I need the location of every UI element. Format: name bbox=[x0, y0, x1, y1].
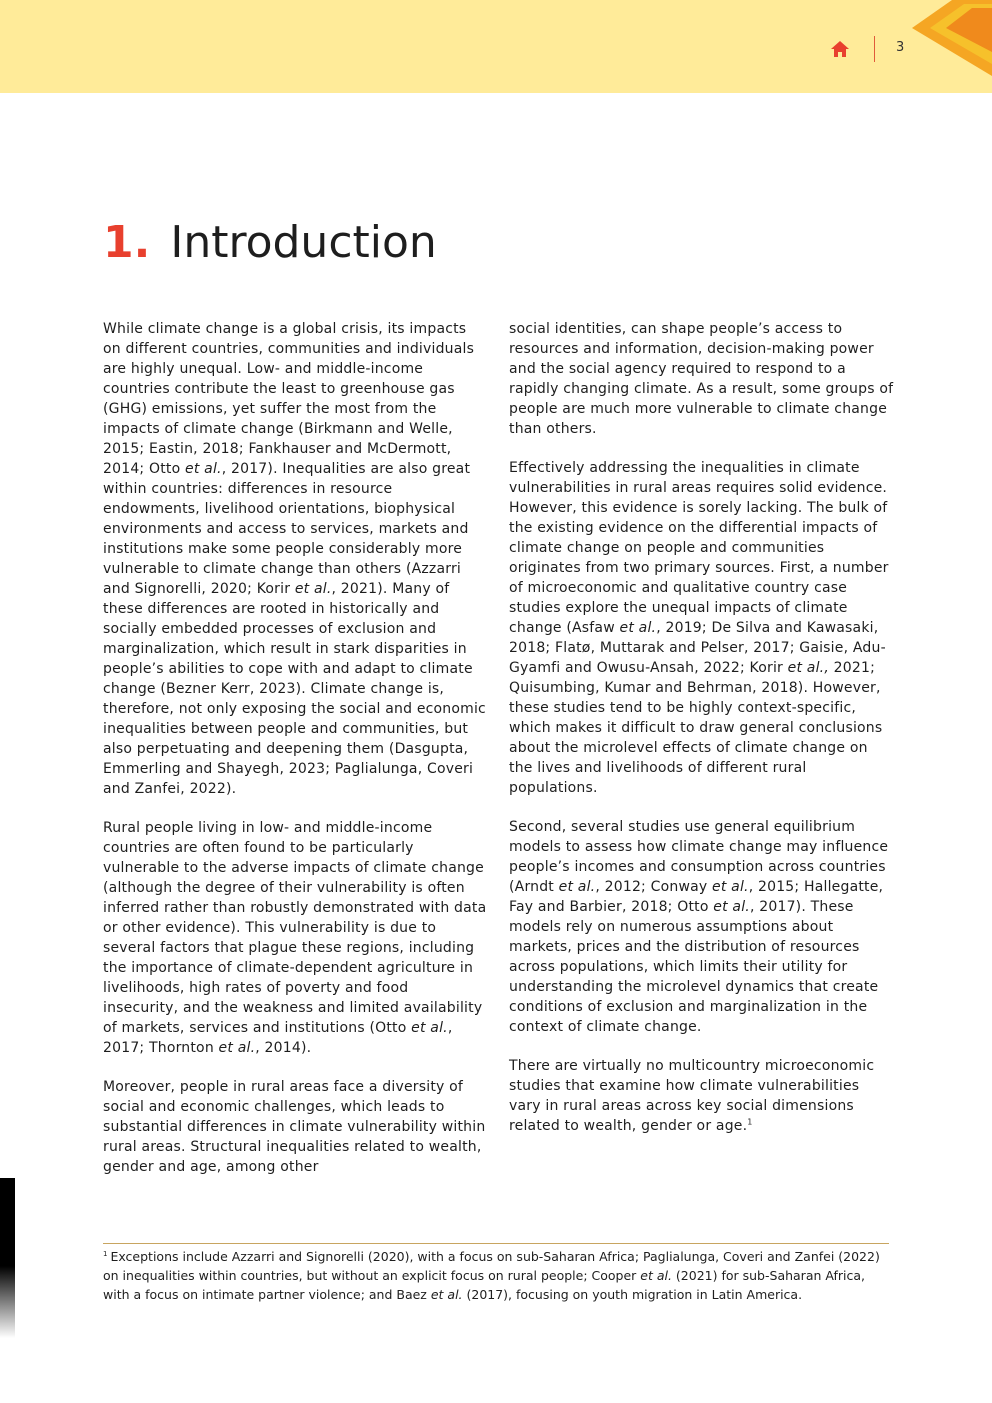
section-heading bbox=[103, 214, 437, 272]
footnote-divider bbox=[103, 1243, 889, 1244]
home-icon[interactable] bbox=[830, 39, 850, 59]
corner-chevron-graphic bbox=[912, 0, 992, 76]
paragraph: While climate change is a global crisis, its impacts on different countries, communities and individuals are highly unequal. Low- and middle-income countries contribute the least to greenhouse gas (GHG) emissions, yet suffer the most from the impacts of climate change (Birkmann and Welle, 2015; Eastin, 2018; Fankhauser and McDermott, 2014; Otto et al., 2017). Inequalities are also great within countries: differences in resource endowments, livelihood orientations, biophysical environments and access to services, markets and institutions make some people considerably more vulnerable to climate change than others (Azzarri and Signorelli, 2020; Korir et al., 2021). Many of these differences are rooted in historically and socially embedded processes of exclusion and marginalization, which result in stark disparities in people’s abilities to cope with and adapt to climate change (Bezner Kerr, 2023). Climate change is, therefore, not only exposing the social and economic inequalities between people and communities, but also perpetuating and deepening them (Dasgupta, Emmerling and Shayegh, 2023; Paglialunga, Coveri and Zanfei, 2022). bbox=[103, 321, 486, 797]
paragraph: Moreover, people in rural areas face a diversity of social and economic challenges, which leads to substantial differences in climate vulnerability within rural areas. Structural inequalities related to wealth, gender and age, among other bbox=[103, 1079, 486, 1175]
footnote-number: 1 bbox=[103, 1249, 108, 1258]
section-title: Introduction bbox=[170, 217, 437, 268]
right-column bbox=[509, 319, 895, 1155]
footnote: $^1$ Exceptions include Azzarri and Signorelli (2020), with a focus on sub-Saharan Africa; Paglialunga, Coveri and Zanfei (2022) on inequalities within countries, but without an explicit focus on rural people; Cooper et al. (2021) for sub-Saharan Africa, with a focus on intimate partner violence; and Baez et al. (2017), focusing on youth migration in Latin America. bbox=[103, 1249, 880, 1302]
paragraph: There are virtually no multicountry microeconomic studies that examine how climate vulnerabilities vary in rural areas across key social dimensions related to wealth, gender or age.$^1$ bbox=[509, 1058, 875, 1134]
header-divider bbox=[874, 36, 875, 62]
paragraph: Second, several studies use general equilibrium models to assess how climate change may influence people’s incomes and consumption across countries (Arndt et al., 2012; Conway et al., 2015; Hallegatte, Fay and Barbier, 2018; Otto et al., 2017). These models rely on numerous assumptions about markets, prices and the distribution of resources across populations, which limits their utility for understanding the microlevel dynamics that create conditions of exclusion and marginalization in the context of climate change. bbox=[509, 819, 889, 1035]
page-edge-strip bbox=[0, 1178, 15, 1338]
section-number: 1. bbox=[103, 217, 151, 268]
footnote-reference[interactable]: 1 bbox=[747, 1117, 753, 1127]
left-column bbox=[103, 319, 487, 1196]
paragraph: Rural people living in low- and middle-income countries are often found to be particularly vulnerable to the adverse impacts of climate change (although the degree of their vulnerability is often inferred rather than robustly demonstrated with data or other evidence). This vulnerability is due to several factors that plague these regions, including the importance of climate-dependent agriculture in livelihoods, high rates of poverty and food insecurity, and the weakness and limited availability of markets, services and institutions (Otto et al., 2017; Thornton et al., 2014). bbox=[103, 820, 487, 1056]
paragraph: social identities, can shape people’s access to resources and information, decision-making power and the social agency required to respond to a rapidly changing climate. As a result, some groups of people are much more vulnerable to climate change than others. bbox=[509, 321, 894, 437]
paragraph: Effectively addressing the inequalities in climate vulnerabilities in rural areas requires solid evidence. However, this evidence is sorely lacking. The bulk of the existing evidence on the differential impacts of climate change on people and communities originates from two primary sources. First, a number of microeconomic and qualitative country case studies explore the unequal impacts of climate change (Asfaw et al., 2019; De Silva and Kawasaki, 2018; Flatø, Muttarak and Pelser, 2017; Gaisie, Adu-Gyamfi and Owusu-Ansah, 2022; Korir et al., 2021; Quisumbing, Kumar and Behrman, 2018). However, these studies tend to be highly context-specific, which makes it difficult to draw general conclusions about the microlevel effects of climate change on the lives and livelihoods of different rural populations. bbox=[509, 460, 889, 796]
page-number: 3 bbox=[896, 40, 905, 55]
